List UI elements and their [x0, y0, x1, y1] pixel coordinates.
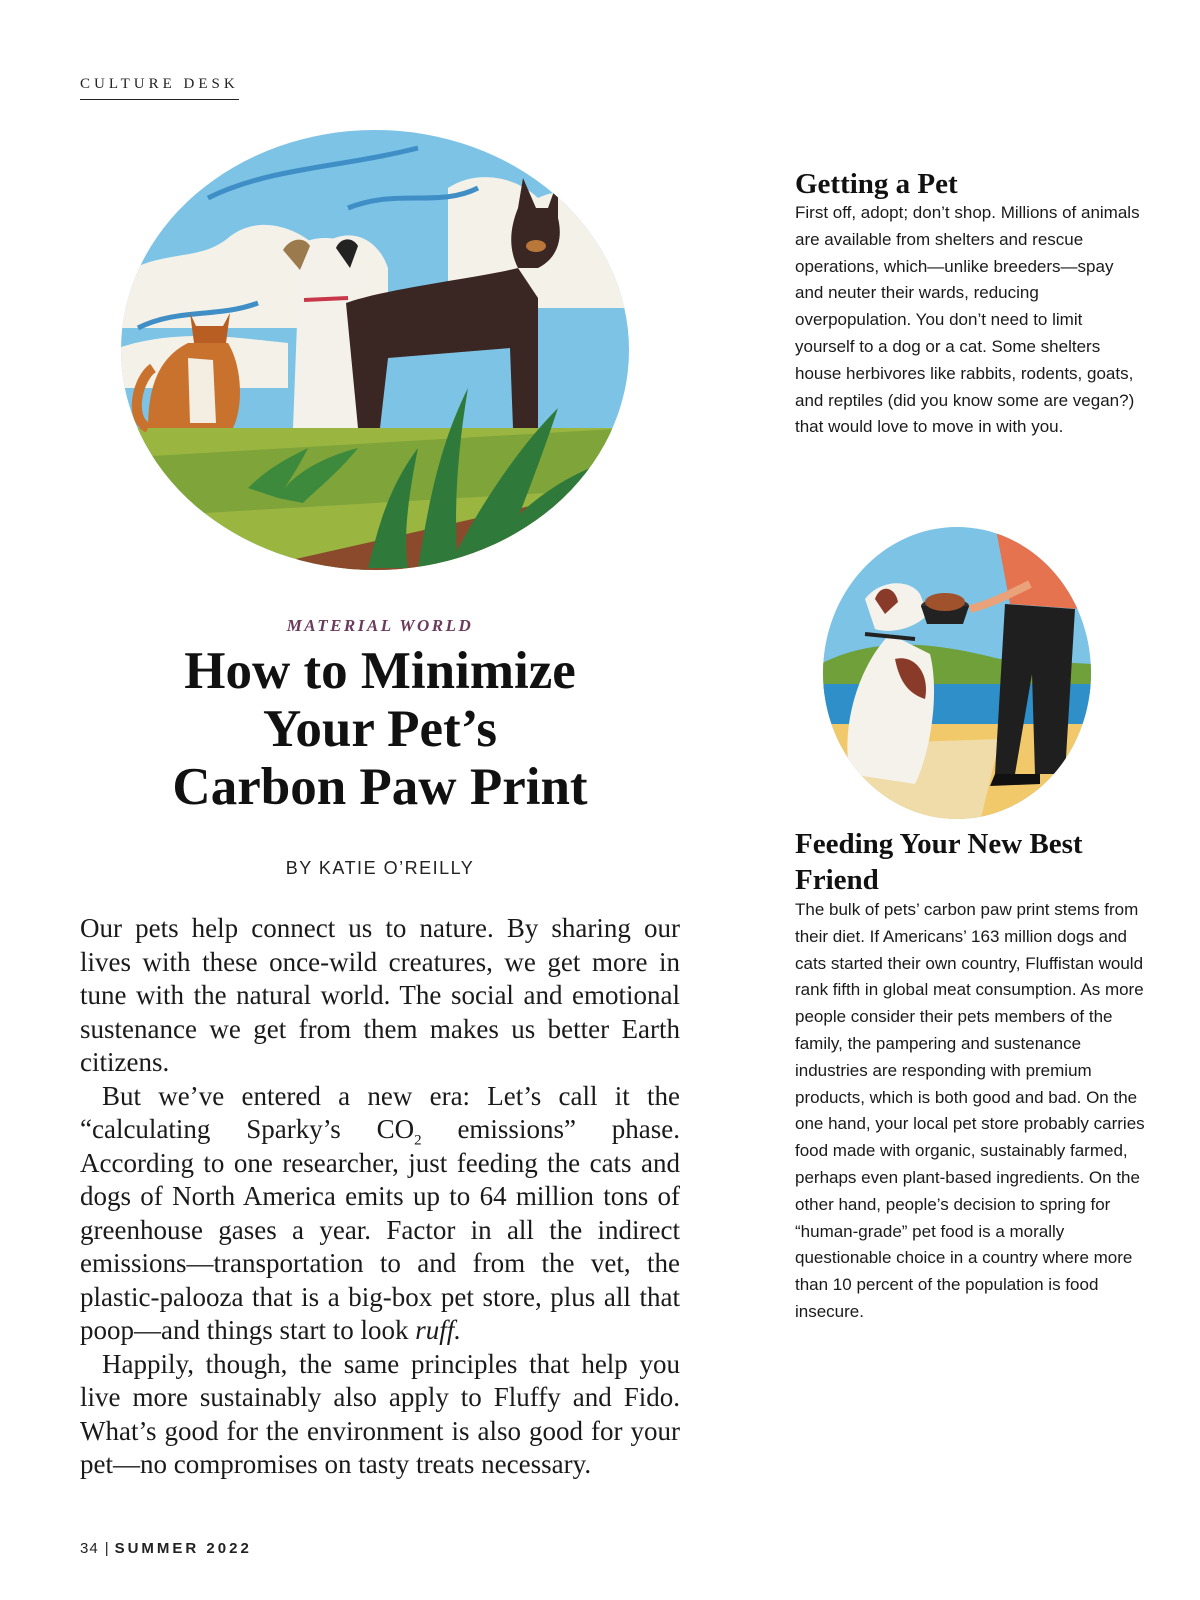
- issue-label: SUMMER 2022: [114, 1540, 252, 1557]
- paragraph-1: Our pets help connect us to nature. By sharing our lives with these once-wild creatures, we get more in tune with the natural world. The social and emotional sustenance we get from them makes us better Earth citizens.: [80, 913, 680, 1077]
- co2-subscript: 2: [414, 1132, 422, 1149]
- article-body: [80, 912, 680, 1482]
- headline: [80, 642, 680, 816]
- food-bowl: [921, 593, 969, 624]
- page-footer: [80, 1540, 252, 1557]
- footer-separator: |: [104, 1540, 109, 1557]
- page-number: 34: [80, 1540, 99, 1557]
- dog-feeding-illustration: [820, 524, 1094, 822]
- byline: BY KATIE O’REILLY: [285, 858, 475, 878]
- feeding-heading: Feeding Your New Best Friend: [795, 828, 1083, 896]
- headline-line-2: Your Pet’s: [262, 700, 498, 758]
- headline-line-1: How to Minimize: [184, 642, 576, 700]
- paragraph-2-start: But we’ve entered a new era: Let’s call it the “calculating Sparky’s CO: [80, 1080, 680, 1144]
- paragraph-2: [80, 1080, 680, 1348]
- dogs-illustration: [118, 128, 632, 572]
- getting-pet-body: First off, adopt; don’t shop. Millions of animals are available from shelters and rescue operations, which—unlike breeders—spay and neuter their wards, reducing overpopulation. You don’t need to limit yourself to a dog or a cat. Some shelters house herbivores like rabbits, rodents, goats, and reptiles (did you know some are vegan?) that would love to move in with you.: [795, 203, 1140, 437]
- kicker: MATERIAL WORLD: [286, 616, 474, 635]
- feeding-body: The bulk of pets’ carbon paw print stems from their diet. If Americans’ 163 million dogs and cats started their own country, Fluffistan would rank fifth in global meat consumption. As more people consider their pets members of the family, the pampering and sustenance industries are responding with premium products, which is both good and bad. On the one hand, your local pet store probably carries food made with organic, sustainably farmed, perhaps even plant-based ingredients. On the other hand, people’s decision to spring for “human-grade” pet food is a morally questionable choice in a country where more than 10 percent of the population is food insecure.: [795, 900, 1145, 1321]
- getting-pet-heading: Getting a Pet: [795, 168, 958, 200]
- paragraph-2-middle: emissions” phase. According to one researcher, just feeding the cats and dogs of North America emits up to 64 million tons of greenhouse gases a year. Factor in all the indirect emissions—transportation to and from the vet, the plastic-palooza that is a big-box pet store, plus all that poop—and things start to look: [80, 1114, 680, 1345]
- section-label: CULTURE DESK: [80, 76, 239, 100]
- paragraph-2-italic: ruff.: [415, 1315, 461, 1345]
- paragraph-3: Happily, though, the same principles that help you live more sustainably also apply to Fluffy and Fido. What’s good for the environment is also good for your pet—no compromises on tasty treats necessary.: [80, 1348, 680, 1479]
- headline-line-3: Carbon Paw Print: [172, 758, 588, 816]
